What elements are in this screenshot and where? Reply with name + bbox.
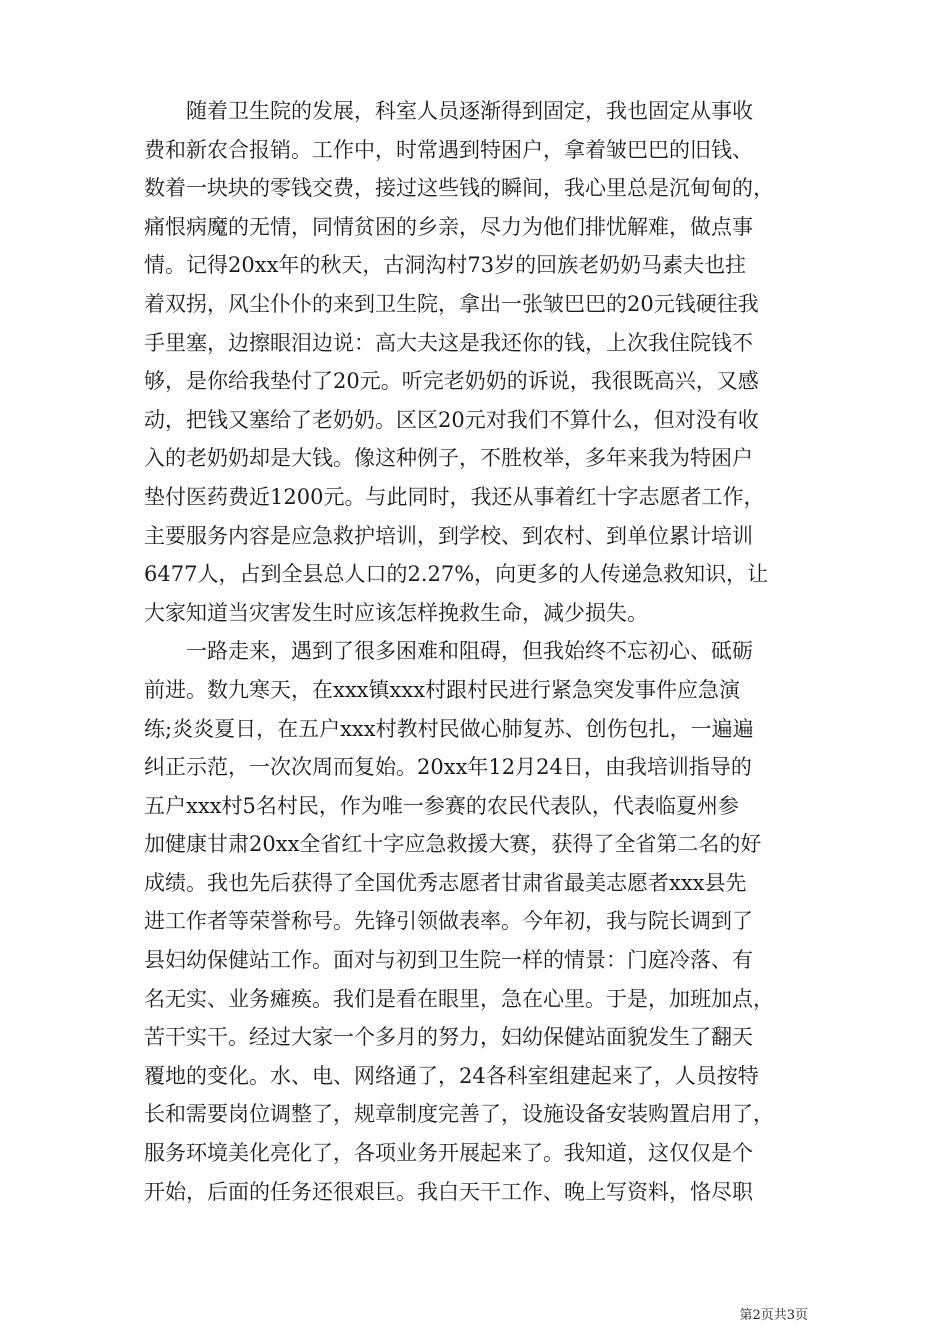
text-line: 手里塞，边擦眼泪边说：高大夫这是我还你的钱，上次我住院钱不	[144, 330, 753, 355]
text-line: 覆地的变化。水、电、网络通了，24各科室组建起来了，人员按特	[144, 1063, 759, 1088]
document-body	[144, 92, 808, 1211]
text-line: 主要服务内容是应急救护培训，到学校、到农村、到单位累计培训	[144, 523, 753, 548]
text-line: 一路走来，遇到了很多困难和阻碍，但我始终不忘初心、砥砺	[186, 639, 753, 664]
text-line: 情。记得20xx年的秋天，古洞沟村73岁的回族老奶奶马素夫也拄	[144, 253, 747, 278]
text-line: 够，是你给我垫付了20元。听完老奶奶的诉说，我很既高兴，又感	[144, 369, 759, 394]
text-line: 痛恨病魔的无情，同情贫困的乡亲，尽力为他们排忧解难，做点事	[144, 214, 753, 239]
text-line: 县妇幼保健站工作。面对与初到卫生院一样的情景：门庭冷落、有	[144, 948, 753, 973]
text-line: 费和新农合报销。工作中，时常遇到特困户，拿着皱巴巴的旧钱、	[144, 137, 753, 162]
text-line: 成绩。我也先后获得了全国优秀志愿者甘肃省最美志愿者xxx县先	[144, 870, 747, 895]
paragraph-2	[144, 632, 808, 1211]
text-line: 练;炎炎夏日，在五户xxx村教村民做心肺复苏、创伤包扎，一遍遍	[144, 716, 754, 741]
text-line: 随着卫生院的发展，科室人员逐渐得到固定，我也固定从事收	[186, 99, 753, 123]
text-line: 大家知道当灾害发生时应该怎样挽救生命，减少损失。	[144, 600, 648, 625]
text-line: 苦干实干。经过大家一个多月的努力，妇幼保健站面貌发生了翻天	[144, 1025, 753, 1050]
text-line: 动，把钱又塞给了老奶奶。区区20元对我们不算什么，但对没有收	[144, 407, 759, 432]
text-line: 前进。数九寒天，在xxx镇xxx村跟村民进行紧急突发事件应急演	[144, 677, 741, 702]
text-line: 长和需要岗位调整了，规章制度完善了，设施设备安装购置启用了，	[144, 1102, 774, 1127]
text-line: 纠正示范，一次次周而复始。20xx年12月24日，由我培训指导的	[144, 755, 752, 780]
page-footer	[0, 1304, 950, 1323]
text-line: 数着一块块的零钱交费，接过这些钱的瞬间，我心里总是沉甸甸的，	[144, 176, 774, 201]
text-line: 垫付医药费近1200元。与此同时，我还从事着红十字志愿者工作，	[144, 484, 765, 509]
text-line: 着双拐，风尘仆仆的来到卫生院，拿出一张皱巴巴的20元钱硬往我	[144, 291, 759, 316]
text-line: 入的老奶奶却是大钱。像这种例子，不胜枚举，多年来我为特困户	[144, 446, 753, 471]
text-line: 6477人，占到全县总人口的2.27%，向更多的人传递急救知识，让	[144, 562, 769, 587]
text-line: 名无实、业务瘫痪。我们是看在眼里，急在心里。于是，加班加点，	[144, 986, 774, 1011]
page-number-label: 第2页共3页	[739, 1308, 808, 1323]
text-line: 进工作者等荣誉称号。先锋引领做表率。今年初，我与院长调到了	[144, 909, 753, 934]
text-line: 五户xxx村5名村民，作为唯一参赛的农民代表队，代表临夏州参	[144, 793, 739, 818]
text-line: 开始，后面的任务还很艰巨。我白天干工作、晚上写资料，恪尽职	[144, 1179, 753, 1204]
paragraph-1	[144, 92, 808, 632]
text-line: 服务环境美化亮化了，各项业务开展起来了。我知道，这仅仅是个	[144, 1141, 753, 1166]
text-line: 加健康甘肃20xx全省红十字应急救援大赛，获得了全省第二名的好	[144, 832, 762, 857]
